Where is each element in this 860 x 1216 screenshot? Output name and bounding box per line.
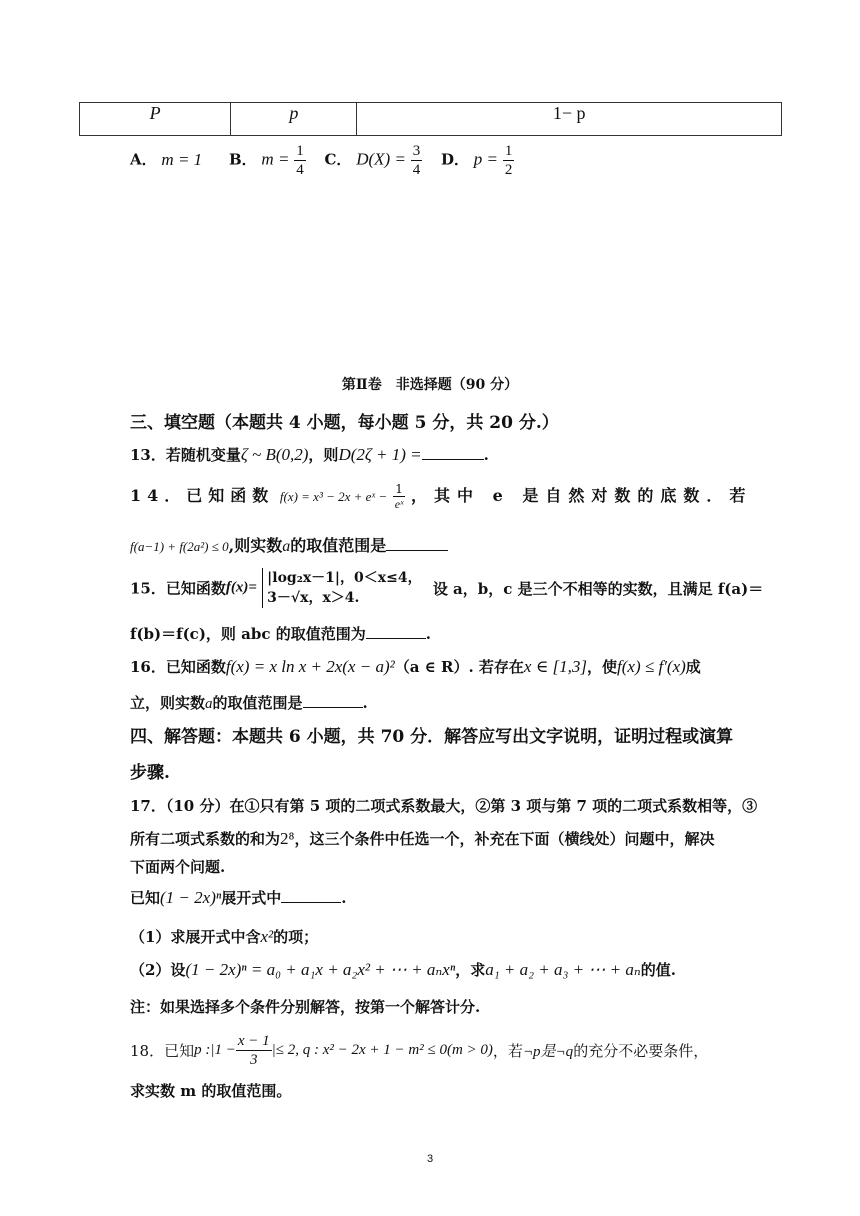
q16-text: （a ∈ R）. 若存在 xyxy=(394,658,524,676)
answer-blank[interactable] xyxy=(281,888,341,903)
q18-math: ¬p是¬q xyxy=(522,1044,574,1060)
option-c-math: D(X) = xyxy=(356,149,406,169)
q15-text: 15．已知函数 xyxy=(130,579,226,598)
question-18-line-1 xyxy=(130,1032,708,1069)
q16-math-2: x ∈ [1,3] xyxy=(523,657,588,676)
q17-math: x² xyxy=(260,927,274,946)
q17-text: 的项； xyxy=(273,928,319,946)
question-17-line-4 xyxy=(130,887,346,908)
answer-blank[interactable] xyxy=(386,536,448,551)
answer-blank[interactable] xyxy=(422,445,484,460)
q16-text: 的取值范围是 xyxy=(212,694,303,712)
option-a-label: A． xyxy=(130,150,157,169)
q18-text: 的充分不必要条件， xyxy=(573,1042,709,1060)
option-d-fraction: $\frac{1}{2}$ xyxy=(504,143,513,178)
q15-case-1: |log₂x－1|，0＜x≤4， xyxy=(267,570,422,586)
q16-var: a xyxy=(205,696,213,712)
q13-text: 13．若随机变量 xyxy=(130,446,241,464)
q16-text: . xyxy=(362,694,368,712)
option-c-fraction: $\frac{3}{4}$ xyxy=(412,143,421,178)
q13-math-1: ζ ~ B(0,2) xyxy=(240,445,309,464)
q15-func: f(x)= xyxy=(225,579,257,596)
q17-text: （1）求展开式中含 xyxy=(130,928,261,946)
q14-math-2: f(a−1) + f(2a²) ≤ 0 xyxy=(130,539,229,554)
q12-options xyxy=(130,142,514,179)
q13-text: . xyxy=(483,446,489,464)
q14-text: 14．已知函数 xyxy=(130,486,275,505)
q17-text: 已知 xyxy=(130,889,161,907)
q17-math: a₁ + a₂ + a₃ + ⋯ + aₙ xyxy=(485,960,641,979)
question-17-line-2 xyxy=(130,828,714,849)
q15-text: f(b)＝f(c)，则 abc 的取值范围为 xyxy=(130,625,366,643)
answer-blank[interactable] xyxy=(303,693,363,708)
option-d-math: p = xyxy=(473,149,499,169)
q18-text: ，若 xyxy=(492,1042,523,1060)
q17-math: 2⁸ xyxy=(280,829,295,848)
q13-math-2: D(2ζ + 1) = xyxy=(338,445,422,464)
option-a-math: m = 1 xyxy=(161,149,203,169)
q14-fraction: $\frac{1}{\text{eˣ}}$ xyxy=(394,482,404,511)
q16-math-1: f(x) = x ln x + 2x(x − a)² xyxy=(225,657,395,676)
q17-text: . xyxy=(341,889,347,907)
q14-text: 的取值范围是 xyxy=(290,536,387,555)
q16-text: 成 xyxy=(685,658,701,676)
answer-blank[interactable] xyxy=(366,624,426,639)
part2-title: 第Ⅱ卷 非选择题（90 分） xyxy=(341,377,519,393)
q14-math-1: f(x) = x³ − 2x + eˣ − xyxy=(279,489,388,504)
question-15-line-1 xyxy=(130,568,763,608)
option-c-label: C． xyxy=(324,150,352,169)
q16-text: ，使 xyxy=(587,658,618,676)
q15-piecewise xyxy=(262,568,421,608)
question-14-line-1 xyxy=(130,482,752,511)
table-row xyxy=(80,103,782,136)
option-b-math: m = xyxy=(261,149,290,169)
q17-math: (1 − 2x)ⁿ = a₀ + a₁x + a₂x² + ⋯ + aₙxⁿ xyxy=(185,960,456,979)
section3-title: 三、填空题（本题共 4 小题，每小题 5 分，共 20 分.） xyxy=(130,413,559,433)
q17-text: 的值. xyxy=(640,961,676,979)
question-14-line-2 xyxy=(130,533,448,556)
question-17-note: 注：如果选择多个条件分别解答，按第一个解答计分. xyxy=(130,998,481,1016)
question-17-line-1: 17．（10 分）在①只有第 5 项的二项式系数最大，②第 3 项与第 7 项的二项式系数相等，③ xyxy=(130,797,758,815)
section4-title-line-2: 步骤. xyxy=(130,763,170,783)
table-cell: P xyxy=(80,103,231,136)
question-17-line-3: 下面两个问题. xyxy=(130,858,226,876)
question-17-sub-2 xyxy=(130,959,676,980)
q13-text: ，则 xyxy=(308,446,339,464)
question-16-line-1 xyxy=(130,656,701,677)
q16-text: 立，则实数 xyxy=(130,694,206,712)
q17-text: ，这三个条件中任选一个，补充在下面（横线处）问题中，解决 xyxy=(294,830,715,848)
q15-text: . xyxy=(425,625,431,643)
q14-text: ,则实数 xyxy=(228,536,283,555)
q17-math: (1 − 2x)ⁿ xyxy=(160,888,222,907)
q14-var: a xyxy=(282,538,291,555)
option-b-label: B． xyxy=(228,150,257,169)
q17-text: （2）设 xyxy=(130,961,186,979)
table-cell: p xyxy=(231,103,357,136)
q15-text: 设 a，b，c 是三个不相等的实数，且满足 f(a)＝ xyxy=(432,579,764,598)
section4-title-line-1: 四、解答题：本题共 6 小题，共 70 分．解答应写出文字说明，证明过程或演算 xyxy=(130,727,734,747)
option-d-label: D． xyxy=(441,150,470,169)
option-b-fraction: $\frac{1}{4}$ xyxy=(296,143,304,178)
q17-text: 展开式中 xyxy=(221,889,282,907)
q18-text: 18．已知 xyxy=(130,1042,195,1060)
question-18-line-2: 求实数 m 的取值范围。 xyxy=(130,1082,292,1100)
q16-text: 16．已知函数 xyxy=(130,658,226,676)
q15-case-2: 3－√x，x＞4. xyxy=(267,590,360,606)
q16-math-3: f(x) ≤ f′(x) xyxy=(617,657,686,676)
q18-math: |≤ 2, q : x² − 2x + 1 − m² ≤ 0(m > 0) xyxy=(271,1042,493,1058)
distribution-table xyxy=(79,102,782,136)
question-13 xyxy=(130,444,489,465)
q17-text: ，求 xyxy=(455,961,486,979)
question-15-line-2 xyxy=(130,623,431,644)
q14-text: ，其中 e 是自然对数的底数．若 xyxy=(411,486,753,505)
q18-math: p :|1 − xyxy=(194,1042,236,1058)
question-16-line-2 xyxy=(130,692,368,713)
table-cell: 1− p xyxy=(357,103,782,136)
q18-fraction: $\frac{x - 1}{3}$ xyxy=(237,1033,270,1068)
page-number: 3 xyxy=(426,1153,434,1165)
q17-text: 所有二项式系数的和为 xyxy=(130,830,281,848)
question-17-sub-1 xyxy=(130,926,318,947)
